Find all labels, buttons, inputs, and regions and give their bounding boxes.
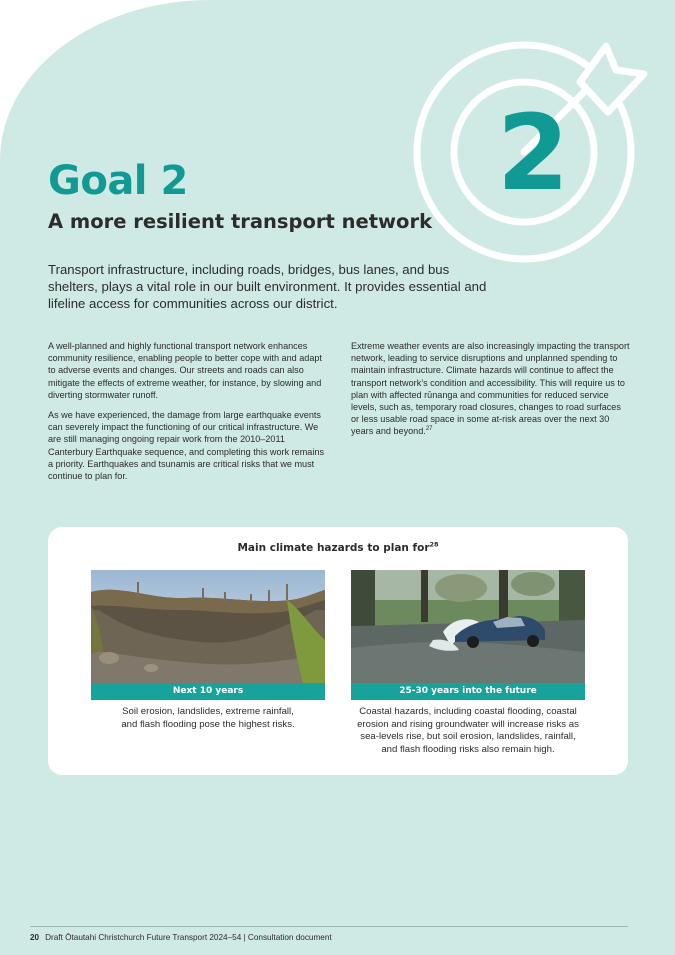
body-paragraph: A well-planned and highly functional transport network enhances community resilience, enabling people to better cope with and adapt to adverse events and changes. Our streets and roads can also mitigate the effects of extreme weather, for instance, by slowing and diverting stormwater runoff.	[48, 341, 322, 400]
hazards-title-text: Main climate hazards to plan for	[237, 542, 430, 554]
goal-number: 2	[496, 92, 570, 214]
timeframe-label: Next 10 years	[91, 683, 325, 700]
soil-erosion-photo	[91, 570, 325, 683]
hazard-description: Soil erosion, landslides, extreme rainfall, and flash flooding pose the highest risks.	[121, 706, 295, 730]
hazards-title	[48, 542, 628, 554]
body-column-left	[48, 340, 328, 490]
hazard-item	[91, 570, 325, 731]
page-footer	[30, 932, 332, 943]
footer-divider	[30, 926, 628, 927]
hazard-description: Coastal hazards, including coastal flooding, coastal erosion and rising groundwater will increase risks as sea-levels rise, but soil erosion, landslides, rainfall, and flash flooding risks also remain high.	[357, 706, 579, 755]
footnote-ref: 27	[425, 426, 433, 433]
footnote-ref: 28	[429, 540, 439, 549]
flooded-road-photo	[351, 570, 585, 683]
page-title: Goal 2	[48, 158, 188, 204]
body-paragraph	[351, 340, 631, 438]
intro-paragraph: Transport infrastructure, including roads, bridges, bus lanes, and bus shelters, plays a vital role in our built environment. It provides essential and lifeline access for communities across our district.	[48, 262, 487, 311]
body-paragraph-text: Extreme weather events are also increasingly impacting the transport network, leading to service disruptions and unplanned spending to maintain infrastructure. Climate hazards will continue to affect the transport network’s condition and accessibility. This will require us to plan with affected rūnanga and communities for reduced service levels, such as, temporary road closures, changes to road surfaces or less usable road space in some at-risk areas over the next 30 years and beyond.	[351, 341, 630, 437]
climate-hazards-card	[48, 527, 628, 775]
body-column-right	[351, 340, 631, 446]
body-paragraph: As we have experienced, the damage from large earthquake events can severely impact the functioning of our critical infrastructure. We are still managing ongoing repair work from the 2010–2011 Canterbury Earthquake sequence, and completing this work remains a priority. Earthquakes and tsunamis are critical risks that we must continue to plan for.	[48, 410, 324, 482]
footer-text: Draft Ōtautahi Christchurch Future Transport 2024–54 | Consultation document	[45, 933, 332, 942]
page-number: 20	[30, 933, 40, 942]
hazard-item	[351, 570, 585, 756]
timeframe-label: 25-30 years into the future	[351, 683, 585, 700]
page-subtitle: A more resilient transport network	[48, 210, 433, 233]
